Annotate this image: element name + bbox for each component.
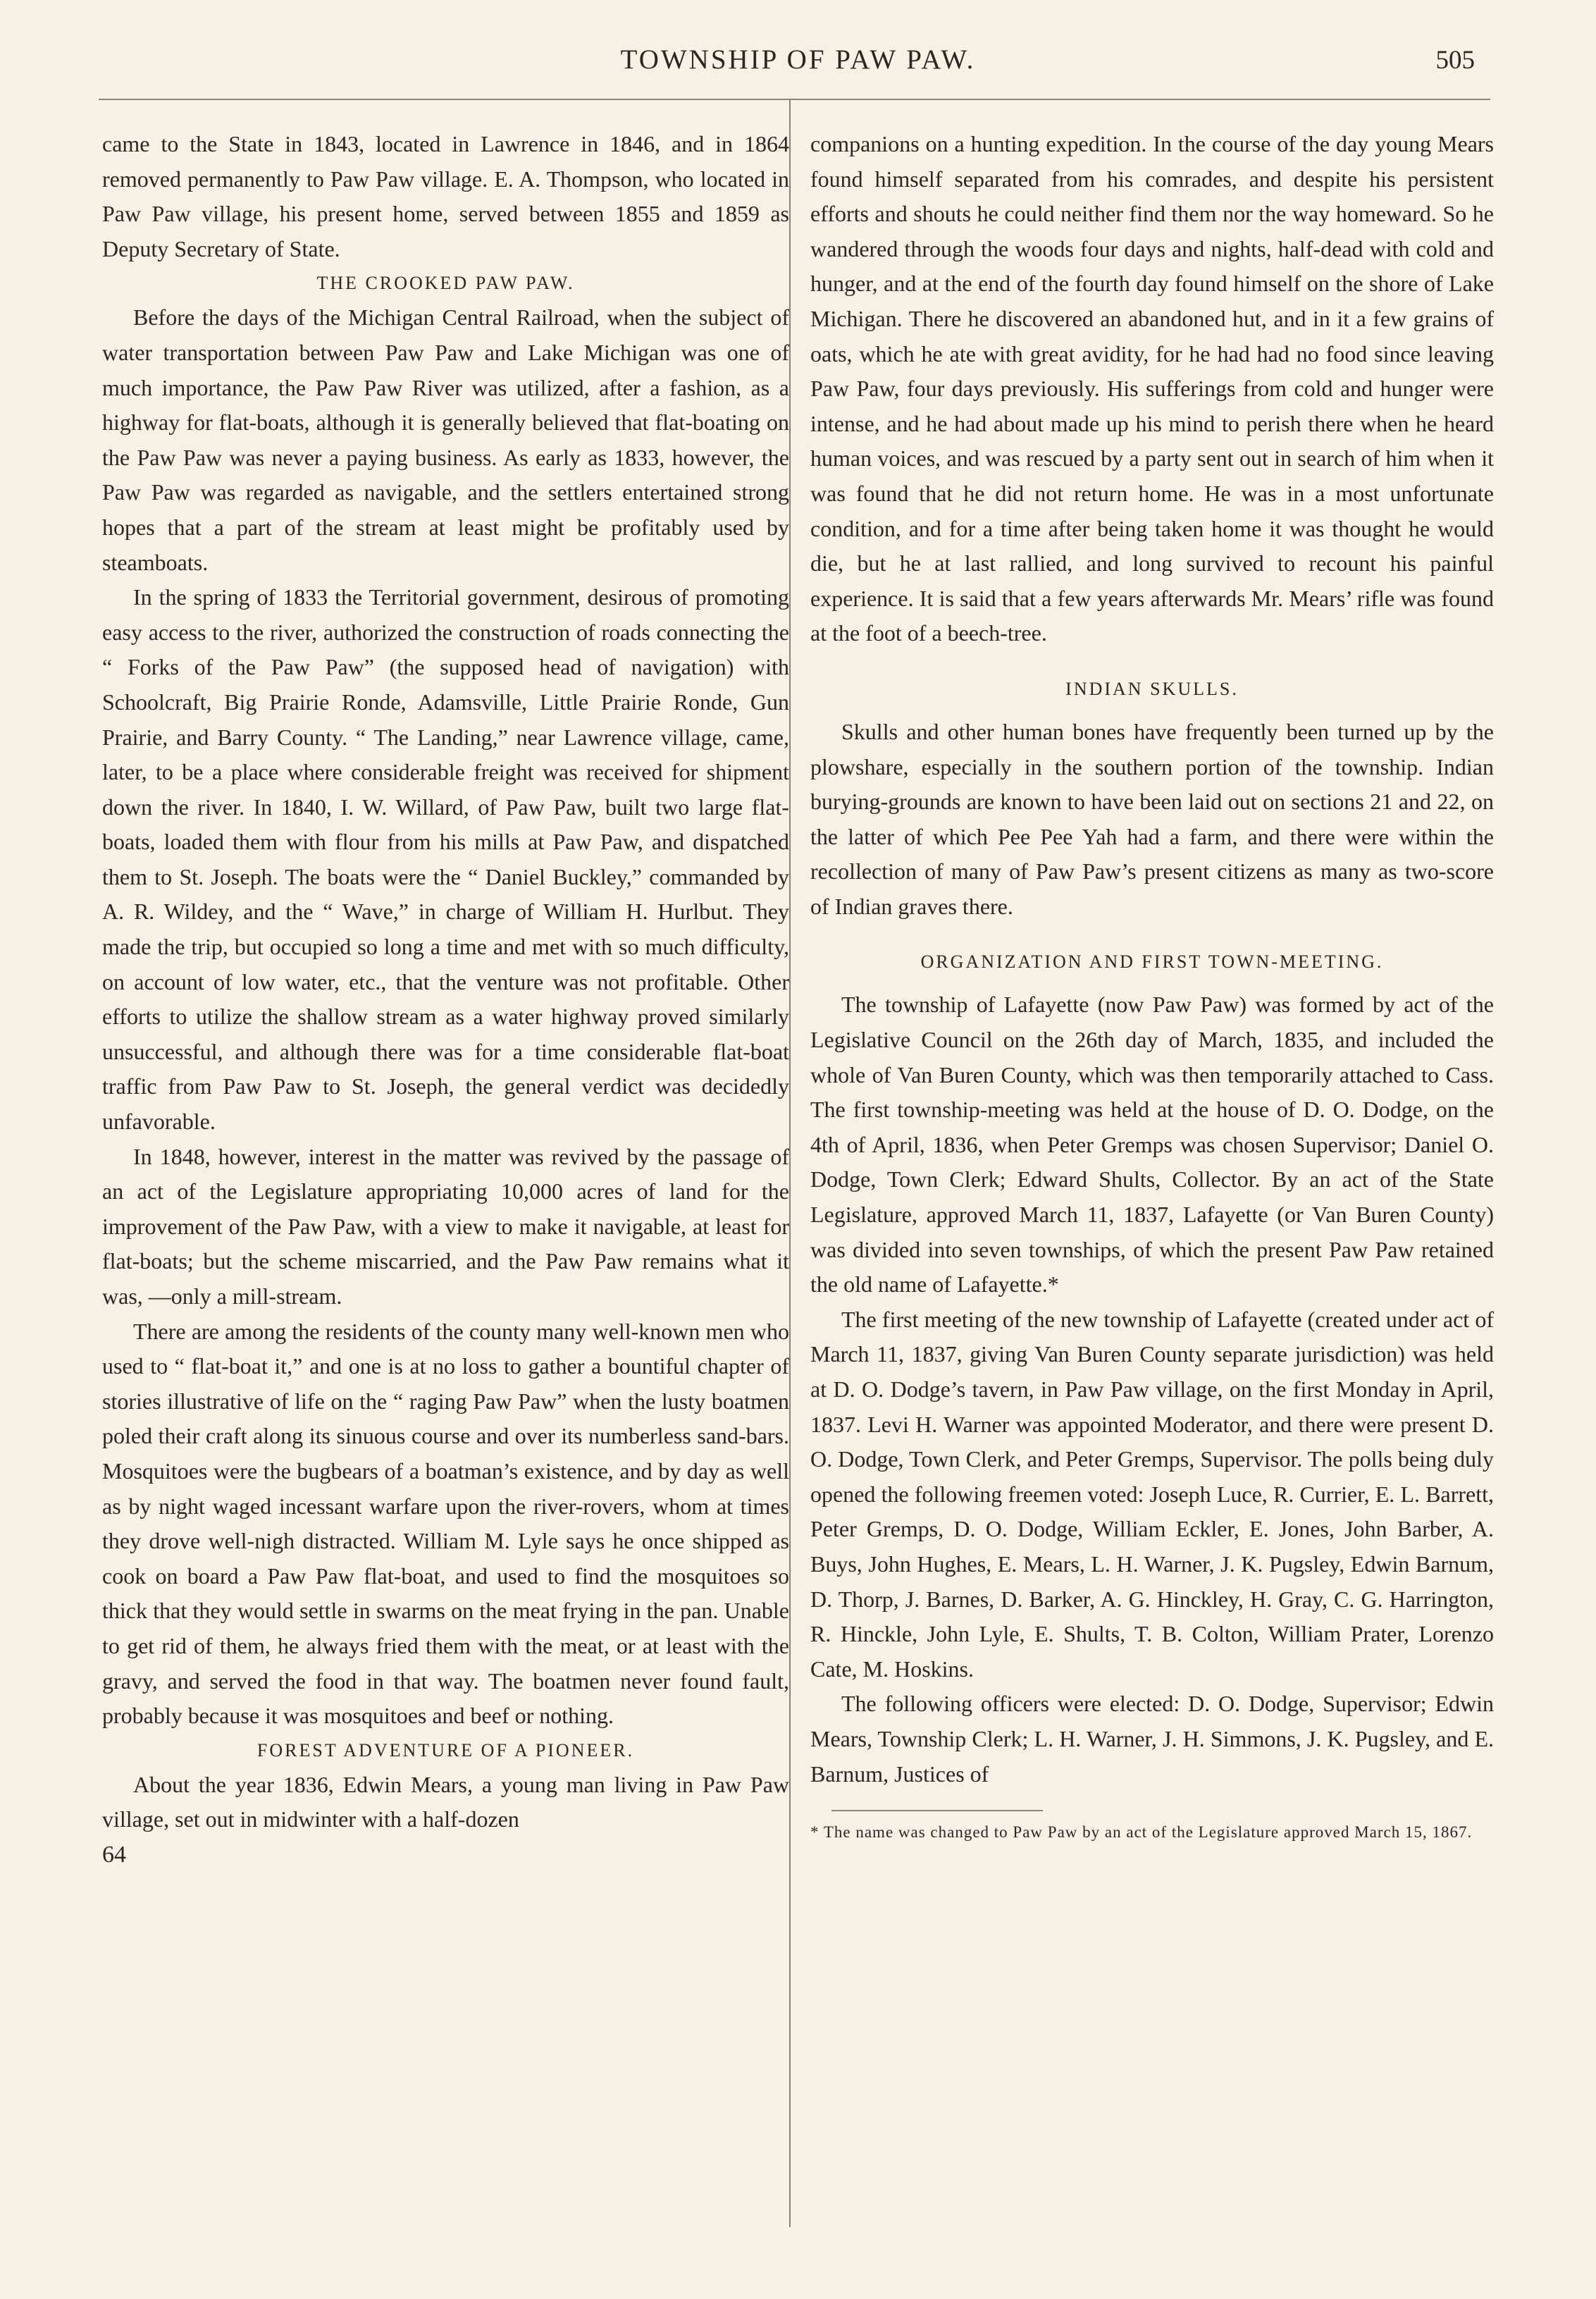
paragraph: The first meeting of the new township of Lafayette (created under act of March 11, 1837, giving Van Buren County separate jurisdiction) was held at D. O. Dodge’s tavern, in Paw Paw village, on the first Monday in April, 1837. Levi H. Warner was appointed Moderator, and there were present D. O. Dodge, Town Clerk, and Peter Gremps, Supervisor. The polls being duly opened the following freemen voted: Joseph Luce, R. Currier, E. L. Barrett, Peter Gremps, D. O. Dodge, William Eckler, E. Jones, John Barber, A. Buys, John Hughes, E. Mears, L. H. Warner, J. K. Pugsley, Edwin Barnum, D. Thorp, J. Barnes, D. Barker, A. G. Hinckley, H. Gray, C. G. Harrington, R. Hinckle, John Lyle, E. Shults, T. B. Colton, William Prater, Lorenzo Cate, M. Hoskins. [810,1306,1494,1682]
paragraph: There are among the residents of the county many well-known men who used to “ flat-boat it,” and one is at no loss to gather a bountiful chapter of stories illustrative of life on the “ raging Paw Paw” when the lusty boatmen poled their craft along its sinuous course and over its numberless sand-bars. Mosquitoes were the bugbears of a boatman’s existence, and by day as well as by night waged incessant warfare upon the river-rovers, whom at times they drove well-nigh distracted. William M. Lyle says he once shipped as cook on board a Paw Paw flat-boat, and used to find the mosquitoes so thick that they would settle in swarms on the meat frying in the pan. Unable to get rid of them, he always fried them with the meat, or at least with the gravy, and served the food in that way. The boatmen never found fault, probably because it was mosquitoes and beef or nothing. [102,1318,789,1729]
page-number: 505 [1435,46,1475,75]
footnote: * The name was changed to Paw Paw by an act of the Legislature approved March 15, 1867. [810,1823,1473,1842]
paragraph: In the spring of 1833 the Territorial government, desirous of promoting easy access to the river, authorized the construction of roads connecting the “ Forks of the Paw Paw” (the supposed head of navigation) with Schoolcraft, Big Prairie Ronde, Adamsville, Little Prairie Ronde, Gun Prairie, and Barry County. “ The Landing,” near Lawrence village, came, later, to be a place where considerable freight was received for shipment down the river. In 1840, I. W. Willard, of Paw Paw, built two large flat-boats, loaded them with flour from his mills at Paw Paw, and dispatched them to St. Joseph. The boats were the “ Daniel Buckley,” commanded by A. R. Wildey, and the “ Wave,” in charge of William H. Hurlbut. They made the trip, but occupied so long a time and met with so much difficulty, on account of low water, etc., that the venture was not profitable. Other efforts to utilize the shallow stream as a water highway proved similarly unsuccessful, and although there was for a time considerable flat-boat traffic from Paw Paw to St. Joseph, the general verdict was decidedly unfavorable. [102,584,789,1135]
paragraph: The following officers were elected: D. O. Dodge, Supervisor; Edwin Mears, Township Clerk; L. H. Warner, J. H. Simmons, J. K. Pugsley, and E. Barnum, Justices of [810,1691,1494,1787]
paragraph: Before the days of the Michigan Central Railroad, when the subject of water transportation between Paw Paw and Lake Michigan was one of much importance, the Paw Paw River was utilized, after a fashion, as a highway for flat-boats, although it is generally believed that flat-boating on the Paw Paw was never a paying business. As early as 1833, however, the Paw Paw was regarded as navigable, and the settlers entertained strong hopes that a part of the stream at least might be profitably used by steamboats. [102,304,789,575]
section-heading: ORGANIZATION AND FIRST TOWN-MEETING. [920,951,1384,973]
paragraph: companions on a hunting expedition. In the course of the day young Mears found himself separated from his comrades, and despite his persistent efforts and shouts he could neither find them nor the way homeward. So he wandered through the woods four days and nights, half-dead with cold and hunger, and at the end of the fourth day found himself on the shore of Lake Michigan. There he discovered an abandoned hut, and in it a few grains of oats, which he ate with great avidity, for he had had no food since leaving Paw Paw, four days previously. His sufferings from cold and hunger were intense, and he had about made up his mind to perish there when he heard human voices, and was rescued by a party sent out in search of him when it was found that he did not return home. He was in a most unfortunate condition, and for a time after being taken home it was thought he would die, but he at last rallied, and long survived to recount his painful experience. It is said that a few years afterwards Mr. Mears’ rifle was found at the foot of a beech-tree. [810,131,1494,646]
section-heading: FOREST ADVENTURE OF A PIONEER. [256,1739,635,1761]
signature-mark: 64 [102,1841,126,1868]
right-column [810,127,1494,1847]
paragraph: The township of Lafayette (now Paw Paw) was formed by act of the Legislative Council on the 26th day of March, 1835, and included the whole of Van Buren County, which was then temporarily attached to Cass. The first township-meeting was held at the house of D. O. Dodge, on the 4th of April, 1836, when Peter Gremps was chosen Supervisor; Daniel O. Dodge, Town Clerk; Edward Shults, Collector. By an act of the State Legislature, approved March 11, 1837, Lafayette (or Van Buren County) was divided into seven townships, of which the present Paw Paw retained the old name of Lafayette.* [810,992,1494,1298]
section-heading: THE CROOKED PAW PAW. [316,273,575,294]
paragraph: Skulls and other human bones have frequently been turned up by the plowshare, especially in the southern portion of the township. Indian burying-grounds are known to have been laid out on sections 21 and 22, on the latter of which Pee Pee Yah had a farm, and there were within the recollection of many of Paw Paw’s present citizens as many as two-score of Indian graves there. [810,718,1494,919]
running-title: TOWNSHIP OF PAW PAW. [620,44,976,75]
paragraph: came to the State in 1843, located in Lawrence in 1846, and in 1864 removed permanently to Paw Paw village. E. A. Thompson, who located in Paw Paw village, his present home, served between 1855 and 1859 as Deputy Secretary of State. [102,131,789,261]
paragraph: About the year 1836, Edwin Mears, a young man living in Paw Paw village, set out in midwinter with a half-dozen [102,1771,789,1832]
column-divider [789,99,791,2227]
left-column [102,127,789,1873]
footnote-rule [831,1810,1043,1811]
page-header [0,0,1596,85]
section-heading: INDIAN SKULLS. [1065,678,1239,699]
paragraph: In 1848, however, interest in the matter was revived by the passage of an act of the Legislature appropriating 10,000 acres of land for the improvement of the Paw Paw, with a view to make it navigable, at least for flat-boats; but the scheme miscarried, and the Paw Paw remains what it was, —only a mill-stream. [102,1143,789,1309]
header-rule [99,99,1490,100]
